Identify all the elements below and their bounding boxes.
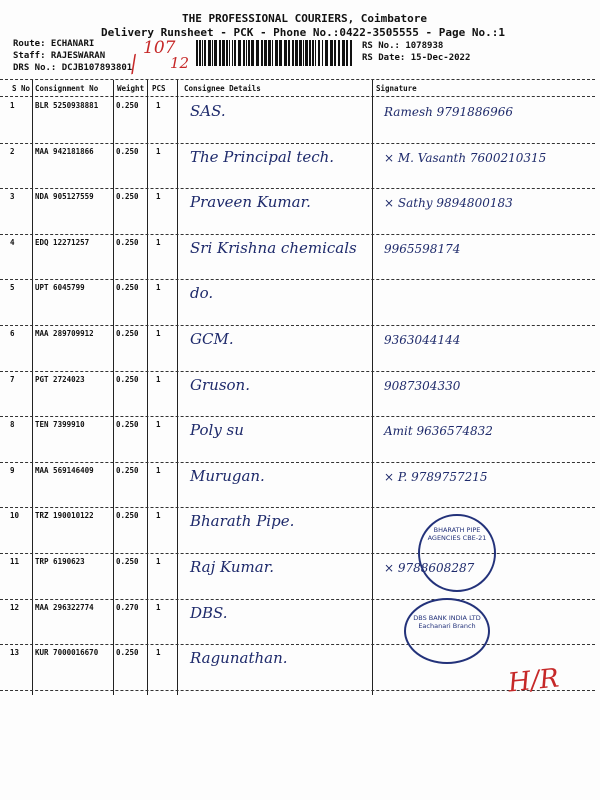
row-consignee: Sri Krishna chemicals — [190, 238, 357, 257]
row-weight: 0.250 — [116, 329, 139, 338]
row-divider — [0, 599, 595, 600]
row-pcs: 1 — [156, 101, 161, 110]
row-weight: 0.250 — [116, 648, 139, 658]
row-signature: Amit 9636574832 — [384, 424, 493, 439]
col-divider — [177, 80, 178, 695]
table-top-rule — [0, 79, 595, 80]
row-sno: 1 — [10, 101, 15, 110]
row-sno: 10 — [10, 511, 20, 521]
row-consignee: do. — [190, 284, 214, 303]
row-divider — [0, 462, 595, 463]
sheet-title: THE PROFESSIONAL COURIERS, Coimbatore — [182, 12, 428, 25]
row-divider — [0, 644, 595, 645]
row-divider — [0, 690, 595, 691]
row-pcs: 1 — [156, 602, 161, 612]
row-divider — [0, 188, 595, 189]
row-consignee: Murugan. — [190, 466, 265, 485]
bottom-annotation: H/R — [506, 663, 561, 699]
row-signature: × Sathy 9894800183 — [384, 196, 513, 211]
row-consignment-no: TRP 6190623 — [35, 557, 85, 566]
row-pcs: 1 — [156, 420, 161, 430]
row-weight: 0.250 — [116, 465, 139, 475]
rs-date: RS Date: 15-Dec-2022 — [362, 53, 471, 63]
col-consignment: Consignment No — [35, 84, 99, 93]
sheet-subtitle: Delivery Runsheet - PCK - Phone No.:0422-3505555 - Page No.:1 — [101, 26, 505, 39]
row-sno: 3 — [10, 192, 15, 202]
row-consignment-no: UPT 6045799 — [35, 283, 85, 293]
row-sno: 5 — [10, 283, 15, 293]
row-sno: 7 — [10, 374, 15, 384]
row-consignee: The Principal tech. — [190, 147, 335, 166]
drs-number: DRS No.: DCJB107893801 — [13, 63, 133, 73]
col-pcs: PCS — [152, 84, 166, 93]
row-signature: × M. Vasanth 7600210315 — [384, 150, 547, 165]
row-sno: 13 — [10, 648, 20, 658]
row-weight: 0.250 — [116, 374, 139, 384]
row-divider — [0, 507, 595, 508]
row-weight: 0.250 — [116, 511, 139, 521]
dbs-bank-stamp — [404, 598, 490, 664]
row-consignment-no: EDQ 12271257 — [35, 237, 90, 247]
col-divider — [372, 80, 373, 695]
row-divider — [0, 553, 595, 554]
row-pcs: 1 — [156, 146, 161, 156]
row-sno: 11 — [10, 557, 20, 566]
col-weight: Weight — [117, 84, 145, 93]
row-consignee: Raj Kumar. — [190, 558, 274, 576]
row-consignment-no: MAA 942181866 — [35, 146, 94, 156]
row-pcs: 1 — [156, 511, 161, 521]
row-pcs: 1 — [156, 465, 161, 475]
row-pcs: 1 — [156, 648, 161, 658]
row-divider — [0, 416, 595, 417]
row-sno: 12 — [10, 602, 20, 612]
row-consignment-no: MAA 296322774 — [35, 602, 94, 612]
row-consignee: DBS. — [190, 603, 228, 622]
row-weight: 0.250 — [116, 146, 139, 156]
col-divider — [113, 80, 114, 695]
row-pcs: 1 — [156, 374, 161, 384]
row-pcs: 1 — [156, 237, 161, 247]
count-divider: / — [126, 51, 142, 78]
row-consignee: Ragunathan. — [190, 649, 288, 668]
col-sno: S No — [12, 84, 31, 93]
row-pcs: 1 — [156, 192, 161, 202]
row-weight: 0.270 — [116, 602, 139, 612]
dbs-stamp-text: DBS BANK INDIA LTD Eachanari Branch — [413, 614, 481, 630]
row-consignment-no: TEN 7399910 — [35, 420, 85, 430]
col-divider — [147, 80, 148, 695]
rs-number: RS No.: 1078938 — [362, 41, 444, 51]
col-consignee: Consignee Details — [184, 84, 261, 93]
row-consignment-no: MAA 569146409 — [35, 465, 94, 475]
row-consignee: Bharath Pipe. — [190, 512, 295, 531]
row-divider — [0, 325, 595, 326]
col-divider — [32, 80, 33, 695]
count-annotation-top: 107 — [143, 38, 176, 58]
row-consignee: Praveen Kumar. — [190, 193, 311, 212]
row-consignment-no: PGT 2724023 — [35, 374, 85, 384]
row-signature: 9965598174 — [384, 241, 461, 256]
row-pcs: 1 — [156, 557, 161, 566]
route-label: Route: ECHANARI — [13, 39, 95, 49]
row-pcs: 1 — [156, 283, 161, 293]
row-signature: × 9788608287 — [384, 561, 475, 575]
row-weight: 0.250 — [116, 420, 139, 430]
row-consignment-no: MAA 289709912 — [35, 329, 94, 338]
row-weight: 0.250 — [116, 557, 139, 566]
row-sno: 4 — [10, 237, 15, 247]
row-divider — [0, 279, 595, 280]
barcode — [196, 40, 356, 66]
row-weight: 0.250 — [116, 101, 139, 110]
row-consignee: Gruson. — [190, 375, 250, 394]
row-consignee: Poly su — [190, 421, 244, 440]
row-divider — [0, 371, 595, 372]
row-divider — [0, 234, 595, 235]
header-rule — [0, 96, 595, 97]
row-consignee: SAS. — [190, 102, 226, 120]
row-sno: 2 — [10, 146, 15, 156]
row-sno: 8 — [10, 420, 15, 430]
row-signature: Ramesh 9791886966 — [384, 105, 513, 119]
row-divider — [0, 143, 595, 144]
row-weight: 0.250 — [116, 237, 139, 247]
bharath-pipe-stamp — [418, 514, 496, 592]
row-consignment-no: BLR 5250938881 — [35, 101, 99, 110]
row-sno: 6 — [10, 329, 15, 338]
row-consignment-no: NDA 905127559 — [35, 192, 94, 202]
row-weight: 0.250 — [116, 283, 139, 293]
count-annotation-bottom: 12 — [170, 54, 190, 72]
row-sno: 9 — [10, 465, 15, 475]
col-signature: Signature — [376, 84, 417, 93]
row-weight: 0.250 — [116, 192, 139, 202]
row-consignee: GCM. — [190, 330, 234, 348]
row-consignment-no: TRZ 190010122 — [35, 511, 94, 521]
row-signature: 9363044144 — [384, 333, 461, 347]
staff-label: Staff: RAJESWARAN — [13, 51, 106, 61]
row-pcs: 1 — [156, 329, 161, 338]
row-signature: × P. 9789757215 — [384, 469, 488, 484]
row-consignment-no: KUR 7000016670 — [35, 648, 99, 658]
bharath-stamp-text: BHARATH PIPE AGENCIES CBE-21 — [427, 526, 487, 542]
row-signature: 9087304330 — [384, 378, 461, 393]
